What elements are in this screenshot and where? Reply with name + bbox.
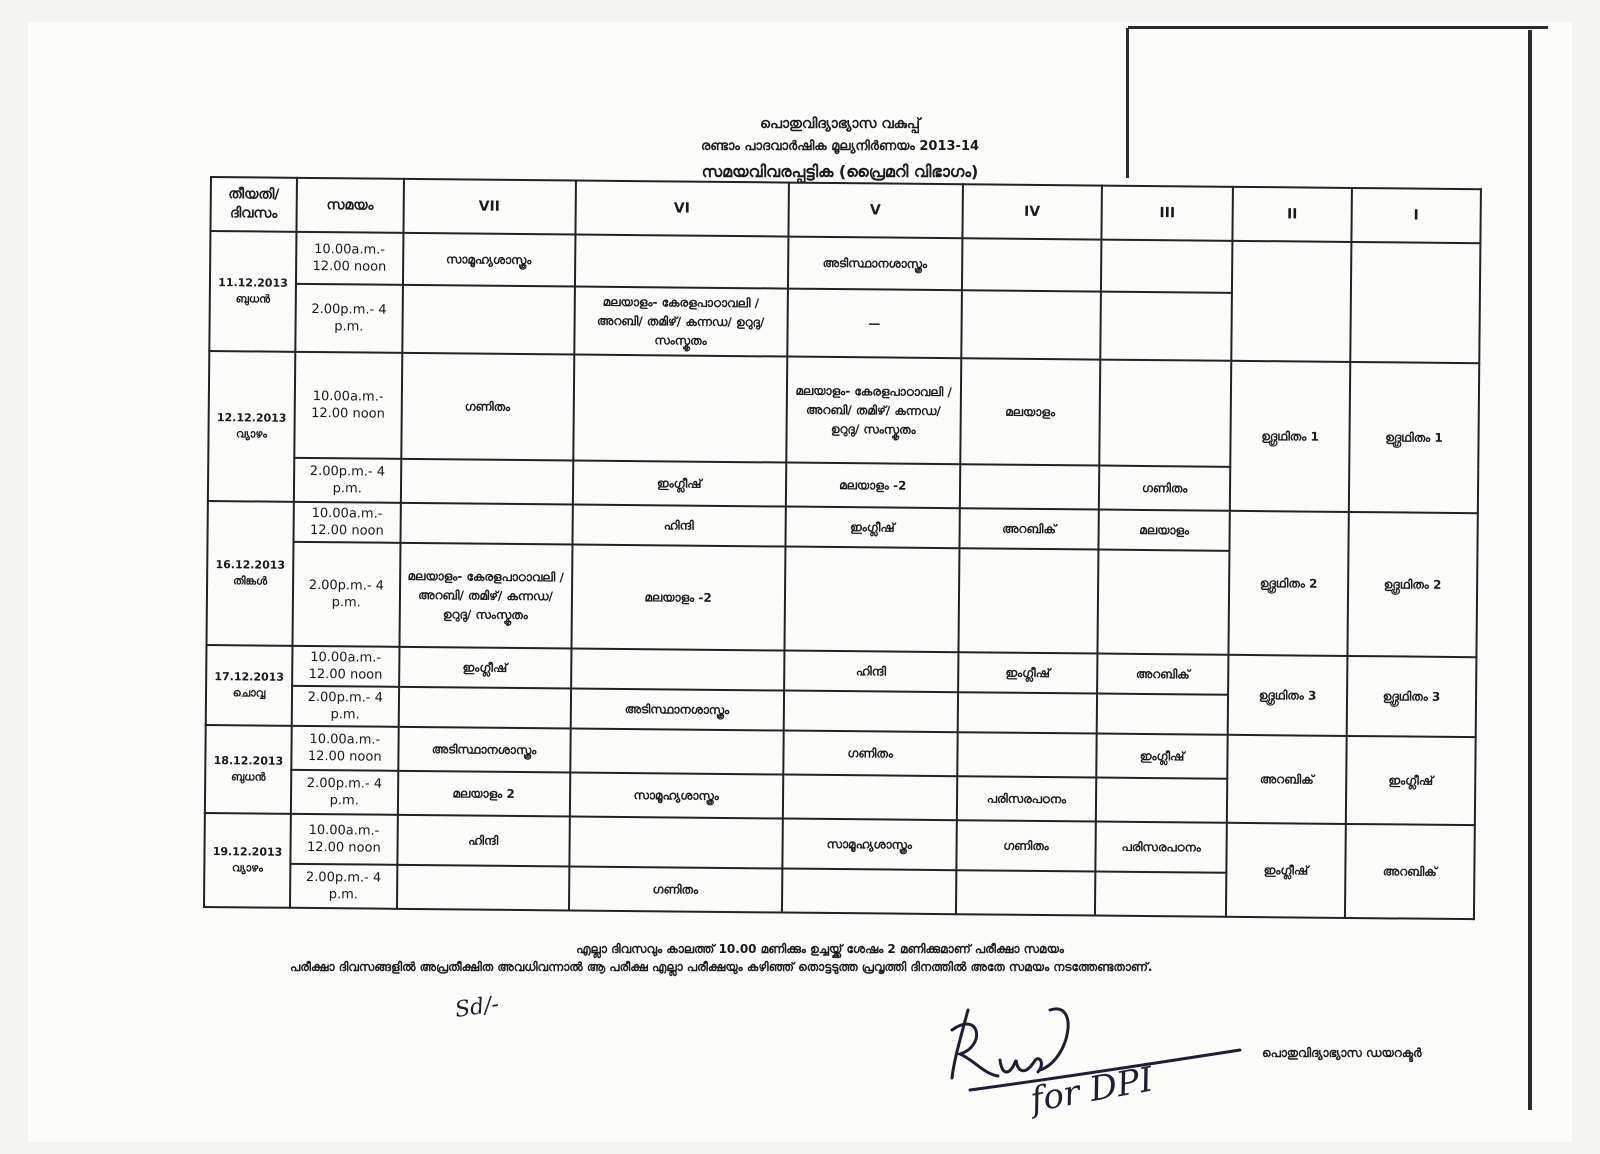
time-cell: 10.00a.m.- 12.00 noon bbox=[291, 726, 398, 771]
subject-cell: ഇംഗ്ലീഷ് bbox=[785, 507, 959, 549]
subject-cell: സാമൂഹ്യശാസ്ത്രം bbox=[782, 819, 957, 871]
time-cell: 10.00a.m.- 12.00 noon bbox=[292, 646, 399, 687]
col-class-vi: VI bbox=[575, 181, 789, 237]
date-cell bbox=[205, 725, 292, 814]
subject-cell bbox=[1097, 694, 1228, 735]
subject-cell: ഉദ്ഗ്രഥിതം 3 bbox=[1228, 655, 1348, 736]
subject-cell: ഗണിതം bbox=[783, 731, 958, 777]
time-cell: 2.00p.m.- 4 p.m. bbox=[290, 864, 397, 909]
subject-cell bbox=[1096, 778, 1228, 823]
date-text: 19.12.2013 bbox=[212, 845, 283, 859]
time-cell: 10.00a.m.- 12.00 noon bbox=[296, 232, 403, 285]
time-cell: 2.00p.m.- 4 p.m. bbox=[295, 284, 402, 353]
subject-cell bbox=[570, 728, 783, 774]
subject-cell bbox=[571, 648, 784, 690]
subject-cell bbox=[957, 692, 1097, 733]
col-class-i: I bbox=[1351, 188, 1481, 243]
time-cell: 10.00a.m.- 12.00 noon bbox=[294, 352, 402, 459]
subject-cell: മലയാളം- കേരളപാഠാവലി / അറബി/ തമിഴ്/ കന്നഡ/ ഉറുദു/ സംസ്കൃതം bbox=[786, 357, 961, 465]
subject-cell bbox=[1350, 242, 1480, 363]
subject-cell: ഇംഗ്ലീഷ് bbox=[399, 647, 571, 689]
date-text: 16.12.2013 bbox=[215, 558, 286, 572]
subject-cell bbox=[575, 235, 789, 289]
director-title: പൊതുവിദ്യാഭ്യാസ ഡയറക്ടർ bbox=[1262, 1046, 1422, 1060]
subject-cell bbox=[1101, 240, 1233, 293]
time-cell: 2.00p.m.- 4 p.m. bbox=[291, 770, 398, 815]
col-class-iv: IV bbox=[962, 184, 1102, 239]
subject-cell: പരിസരപഠനം bbox=[957, 776, 1097, 821]
time-cell: 10.00a.m.- 12.00 noon bbox=[294, 502, 401, 543]
subject-cell bbox=[783, 691, 957, 733]
subject-cell: ഉദ്ഗ്രഥിതം 3 bbox=[1347, 656, 1477, 737]
date-text: 18.12.2013 bbox=[213, 754, 284, 768]
subject-cell bbox=[402, 285, 575, 355]
subject-cell bbox=[400, 459, 572, 505]
subject-cell bbox=[957, 732, 1097, 777]
subject-cell: അടിസ്ഥാനശാസ്ത്രം bbox=[570, 688, 783, 730]
subject-cell: മലയാളം bbox=[1098, 510, 1229, 551]
subject-cell: സാമൂഹ്യശാസ്ത്രം bbox=[403, 233, 576, 287]
subject-cell bbox=[569, 816, 783, 868]
date-text: 12.12.2013 bbox=[216, 411, 287, 425]
department-title: പൊതുവിദ്യാഭ്യാസ വകുപ്പ് bbox=[760, 116, 920, 132]
col-class-v: V bbox=[788, 183, 963, 239]
subject-cell: ഗണിതം bbox=[569, 866, 782, 912]
subject-cell: ഗണിതം bbox=[1099, 466, 1231, 511]
date-cell bbox=[209, 231, 296, 352]
subject-cell bbox=[960, 464, 1100, 509]
footnotes bbox=[280, 940, 1360, 976]
subject-cell bbox=[962, 238, 1102, 291]
subject-cell bbox=[398, 687, 570, 729]
day-text: ബുധൻ bbox=[231, 770, 266, 784]
col-class-vii: VII bbox=[403, 179, 576, 235]
subject-cell bbox=[782, 869, 957, 915]
subject-cell: അറബിക് bbox=[1227, 735, 1347, 824]
date-cell bbox=[206, 645, 293, 726]
subject-cell: ഹിന്ദി bbox=[397, 815, 570, 867]
subject-cell: അറബിക് bbox=[959, 508, 1099, 549]
scan-edge-right bbox=[1528, 30, 1532, 1110]
col-class-ii: II bbox=[1233, 187, 1352, 242]
subject-cell: മലയാളം- കേരളപാഠാവലി / അറബി/ തമിഴ്/ കന്നഡ/ ഉറുദു/ സംസ്കൃതം bbox=[574, 287, 788, 357]
table-row bbox=[208, 351, 1479, 469]
date-cell bbox=[206, 501, 293, 646]
document-header bbox=[560, 112, 1120, 186]
initials-signature: Sd/- bbox=[453, 992, 501, 1023]
scan-edge-left bbox=[1126, 28, 1129, 178]
note-holiday: പരീക്ഷാ ദിവസങ്ങളിൽ അപ്രതീക്ഷിത അവധിവന്നാൽ ആ പരീക്ഷ എല്ലാ പരീക്ഷയും കഴിഞ്ഞ് തൊട്ടടുത്ത പ്രവൃത്തി ദിനത്തിൽ അതേ സമയം നടത്തേണ്ടതാണ്. bbox=[290, 960, 1153, 974]
subject-cell: മലയാളം -2 bbox=[571, 544, 785, 650]
scan-edge-top bbox=[1128, 26, 1548, 29]
subject-cell: മലയാളം- കേരളപാഠാവലി / അറബി/ തമിഴ്/ കന്നഡ/ ഉറുദു/ സംസ്കൃതം bbox=[399, 543, 572, 649]
subject-cell bbox=[1095, 872, 1227, 917]
subject-cell bbox=[400, 503, 572, 545]
subject-cell: മലയാളം -2 bbox=[785, 463, 960, 509]
subject-cell: ഇംഗ്ലീഷ് bbox=[1346, 736, 1476, 825]
time-cell: 10.00a.m.- 12.00 noon bbox=[290, 814, 397, 865]
subject-cell bbox=[784, 547, 959, 653]
subject-cell: അടിസ്ഥാനശാസ്ത്രം bbox=[788, 237, 963, 291]
subject-cell bbox=[782, 775, 957, 821]
day-text: വ്യാഴം bbox=[231, 861, 263, 875]
subject-cell: ഗണിതം bbox=[401, 353, 574, 461]
subject-cell: ഉദ്ഗ്രഥിതം 2 bbox=[1229, 511, 1349, 656]
day-text: ചൊവ്വ bbox=[232, 686, 266, 700]
date-text: 11.12.2013 bbox=[218, 276, 288, 290]
subject-cell bbox=[1099, 360, 1231, 467]
exam-title: രണ്ടാം പാദവാർഷിക മൂല്യനിർണയം 2013-14 bbox=[700, 139, 980, 154]
subject-cell: സാമൂഹ്യശാസ്ത്രം bbox=[569, 772, 782, 818]
subject-cell bbox=[961, 290, 1101, 359]
note-exam-time: എല്ലാ ദിവസവും കാലത്ത് 10.00 മണിക്കും ഉച്ചയ്ക്ക് ശേഷം 2 മണിക്കുമാണ് പരീക്ഷാ സമയം bbox=[576, 942, 1064, 956]
day-text: തിങ്കൾ bbox=[233, 574, 268, 588]
timetable-title: സമയവിവരപ്പട്ടിക (പ്രൈമറി വിഭാഗം) bbox=[701, 162, 979, 181]
date-text: 17.12.2013 bbox=[214, 670, 285, 684]
date-cell bbox=[204, 813, 291, 908]
subject-cell: അടിസ്ഥാനശാസ്ത്രം bbox=[398, 727, 570, 773]
subject-cell: പരിസരപഠനം bbox=[1095, 822, 1227, 873]
subject-cell: ഹിന്ദി bbox=[784, 651, 958, 693]
subject-cell bbox=[958, 548, 1098, 653]
subject-cell bbox=[1100, 292, 1232, 361]
subject-cell: ഉദ്ഗ്രഥിതം 1 bbox=[1230, 361, 1350, 512]
date-cell bbox=[208, 351, 295, 502]
exam-timetable bbox=[203, 176, 1482, 920]
subject-cell bbox=[956, 870, 1096, 915]
col-date-header: തീയതി/ ദിവസം bbox=[210, 177, 297, 232]
subject-cell: — bbox=[787, 289, 962, 359]
subject-cell: ഇംഗ്ലീഷ് bbox=[1096, 734, 1228, 779]
subject-cell bbox=[1231, 241, 1351, 362]
subject-cell bbox=[1097, 550, 1229, 655]
subject-cell: അറബിക് bbox=[1345, 824, 1475, 919]
col-class-iii: III bbox=[1101, 186, 1233, 241]
time-cell: 2.00p.m.- 4 p.m. bbox=[294, 458, 401, 503]
subject-cell: ഗണിതം bbox=[956, 820, 1096, 871]
for-dpi-text: for DPI bbox=[1027, 1059, 1157, 1121]
time-cell: 2.00p.m.- 4 p.m. bbox=[293, 542, 401, 647]
day-text: വ്യാഴം bbox=[235, 427, 268, 441]
subject-cell bbox=[573, 355, 787, 463]
subject-cell: ഇംഗ്ലീഷ് bbox=[1226, 823, 1346, 918]
subject-cell: ഹിന്ദി bbox=[572, 504, 785, 546]
day-text: ബുധൻ bbox=[235, 292, 271, 306]
subject-cell: ഇംഗ്ലീഷ് bbox=[958, 652, 1098, 693]
subject-cell: അറബിക് bbox=[1097, 654, 1228, 695]
subject-cell: മലയാളം bbox=[960, 358, 1100, 465]
col-time-header: സമയം bbox=[296, 178, 403, 233]
subject-cell: ഉദ്ഗ്രഥിതം 1 bbox=[1349, 362, 1480, 513]
subject-cell: ഉദ്ഗ്രഥിതം 2 bbox=[1347, 512, 1477, 657]
subject-cell: ഇംഗ്ലീഷ് bbox=[572, 460, 785, 506]
time-cell: 2.00p.m.- 4 p.m. bbox=[292, 686, 399, 727]
subject-cell bbox=[397, 865, 569, 911]
subject-cell: മലയാളം 2 bbox=[397, 771, 569, 817]
